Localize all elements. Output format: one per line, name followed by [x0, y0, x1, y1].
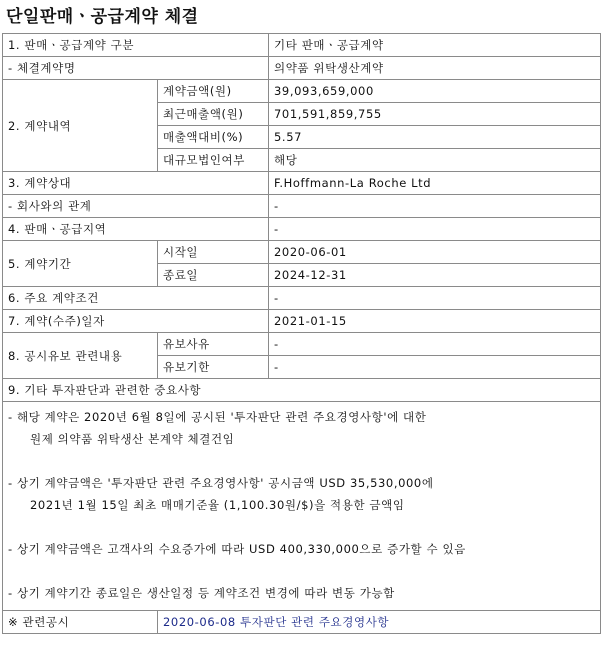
- note-2-line-2: 2021년 1월 15일 최초 매매기준율 (1,100.30원/$)을 적용한 금액임: [30, 498, 405, 512]
- row-label-contract-details: 2. 계약내역: [3, 80, 158, 172]
- table-row: [3, 218, 601, 241]
- table-row: [3, 333, 601, 356]
- table-row: [3, 310, 601, 333]
- row-label-contract-period: 5. 계약기간: [3, 241, 158, 287]
- row-label-contract-type: 1. 판매ㆍ공급계약 구분: [3, 34, 269, 57]
- sub-value-deferral-reason: -: [269, 333, 601, 356]
- page-title: 단일판매ㆍ공급계약 체결: [6, 7, 199, 27]
- sub-value-sales-ratio: 5.57: [269, 126, 601, 149]
- row-value-contract-date: 2021-01-15: [269, 310, 601, 333]
- table-row: [3, 402, 601, 611]
- row-label-key-terms: 6. 주요 계약조건: [3, 287, 269, 310]
- row-label-disclosure-deferral: 8. 공시유보 관련내용: [3, 333, 158, 379]
- row-value-counterparty: F.Hoffmann-La Roche Ltd: [269, 172, 601, 195]
- row-label-contract-date: 7. 계약(수주)일자: [3, 310, 269, 333]
- row-label-other-matters: 9. 기타 투자판단과 관련한 중요사항: [3, 379, 601, 402]
- row-label-region: 4. 판매ㆍ공급지역: [3, 218, 269, 241]
- note-3: - 상기 계약금액은 고객사의 수요증가에 따라 USD 400,330,000으로 증가할 수 있음: [8, 542, 466, 556]
- table-row: [3, 195, 601, 218]
- table-row: [3, 57, 601, 80]
- sub-label-recent-sales: 최근매출액(원): [158, 103, 269, 126]
- sub-value-deferral-deadline: -: [269, 356, 601, 379]
- sub-label-deferral-deadline: 유보기한: [158, 356, 269, 379]
- sub-value-contract-amount: 39,093,659,000: [269, 80, 601, 103]
- related-disclosure-label: ※ 관련공시: [3, 611, 158, 634]
- disclosure-table: [2, 33, 601, 634]
- row-value-key-terms: -: [269, 287, 601, 310]
- note-1-line-2: 원제 의약품 위탁생산 본계약 체결건임: [30, 432, 235, 446]
- sub-label-sales-ratio: 매출액대비(%): [158, 126, 269, 149]
- table-row: [3, 80, 601, 103]
- sub-value-end-date: 2024-12-31: [269, 264, 601, 287]
- sub-label-start-date: 시작일: [158, 241, 269, 264]
- sub-value-large-corp: 해당: [269, 149, 601, 172]
- table-row: [3, 379, 601, 402]
- table-row: [3, 34, 601, 57]
- row-value-contract-type: 기타 판매ㆍ공급계약: [269, 34, 601, 57]
- sub-value-start-date: 2020-06-01: [269, 241, 601, 264]
- row-label-counterparty: 3. 계약상대: [3, 172, 269, 195]
- sub-value-recent-sales: 701,591,859,755: [269, 103, 601, 126]
- table-row: [3, 172, 601, 195]
- table-row: [3, 287, 601, 310]
- sub-label-end-date: 종료일: [158, 264, 269, 287]
- table-row: [3, 611, 601, 634]
- row-value-region: -: [269, 218, 601, 241]
- row-label-contract-name: - 체결계약명: [3, 57, 269, 80]
- sub-label-deferral-reason: 유보사유: [158, 333, 269, 356]
- note-1-line-1: - 해당 계약은 2020년 6월 8일에 공시된 '투자판단 관련 주요경영사항'에 대한: [8, 410, 427, 424]
- notes-cell: [3, 402, 601, 611]
- note-4: - 상기 계약기간 종료일은 생산일정 등 계약조건 변경에 따라 변동 가능함: [8, 586, 395, 600]
- sub-label-contract-amount: 계약금액(원): [158, 80, 269, 103]
- sub-label-large-corp: 대규모법인여부: [158, 149, 269, 172]
- row-label-relationship: - 회사와의 관계: [3, 195, 269, 218]
- row-value-contract-name: 의약품 위탁생산계약: [269, 57, 601, 80]
- row-value-relationship: -: [269, 195, 601, 218]
- related-disclosure-link[interactable]: 2020-06-08 투자판단 관련 주요경영사항: [158, 611, 601, 634]
- note-2-line-1: - 상기 계약금액은 '투자판단 관련 주요경영사항' 공시금액 USD 35,530,000에: [8, 476, 434, 490]
- table-row: [3, 241, 601, 264]
